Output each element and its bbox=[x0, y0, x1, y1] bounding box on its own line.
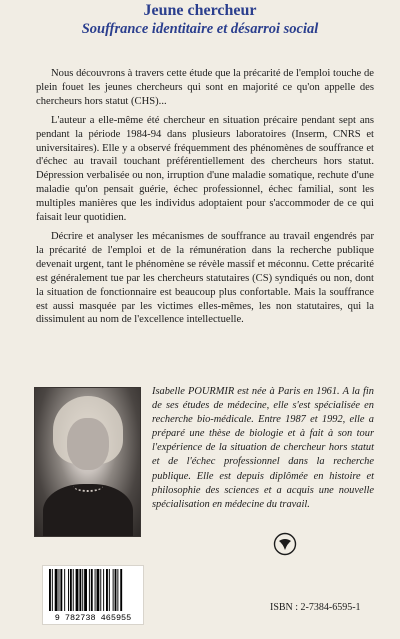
book-subtitle: Souffrance identitaire et désarroi social bbox=[81, 21, 319, 37]
barcode-icon bbox=[42, 565, 144, 625]
isbn-number: ISBN : 2-7384-6595-1 bbox=[270, 602, 361, 613]
author-photo bbox=[34, 387, 141, 537]
blurb-text bbox=[36, 67, 374, 332]
publisher-logo-icon bbox=[273, 532, 297, 556]
barcode-digits: 9 782738 465955 bbox=[54, 613, 132, 623]
blurb-paragraph: Nous découvrons à travers cette étude que la précarité de l'emploi touche de plein fouet les jeunes chercheurs qui sont en majorité ce qu'on appelle des chercheurs hors statut (CHS)... bbox=[36, 68, 374, 107]
blurb-paragraph: Décrire et analyser les mécanismes de souffrance au travail engendrés par la précarité de l'emploi et de la rémunération dans la recherche publique devenait urgent, tant le phénomène se révèle massif et méconnu. Cette précarité est généralement tue par les chercheurs statutaires (CS) syndiqués ou non, dont la situation de fonctionnaire est beaucoup plus confortable. Mais la souffrance est aussi masquée par les victimes elles-mêmes, les non statutaires, qui la dissimulent au nom de l'excellence intellectuelle. bbox=[36, 230, 374, 326]
book-title: Jeune chercheur bbox=[143, 2, 257, 19]
author-bio: Isabelle POURMIR est née à Paris en 1961. A la fin de ses études de médecine, elle s'est spécialisée en recherche bio-médicale. Entre 1987 et 1992, elle a préparé une thèse de biologie et à fait à son tour l'expérience de la situation de chercheur hors statut et de l'échec professionnel dans la recherche publique. Elle est depuis diplômée en histoire et philosophie des sciences et a acquis une nouvelle spécialisation en médecine du travail. bbox=[152, 386, 374, 510]
blurb-paragraph: L'auteur a elle-même été chercheur en situation précaire pendant sept ans pendant la période 1984-94 dans plusieurs laboratoires (Inserm, CNRS et universitaires). Elle y a observé fréquemment des phénomènes de souffrance et d'échec au travail touchant préférentiellement des chercheurs hors statut. Dépression verbalisée ou non, irruption d'une maladie somatique, rechute d'une maladie qu'on pensait guérie, échec professionnel, échec familial, sont les multiples manières que les individus adoptaient pour s'accommoder de ce qui faisait leur quotidien. bbox=[36, 114, 374, 224]
